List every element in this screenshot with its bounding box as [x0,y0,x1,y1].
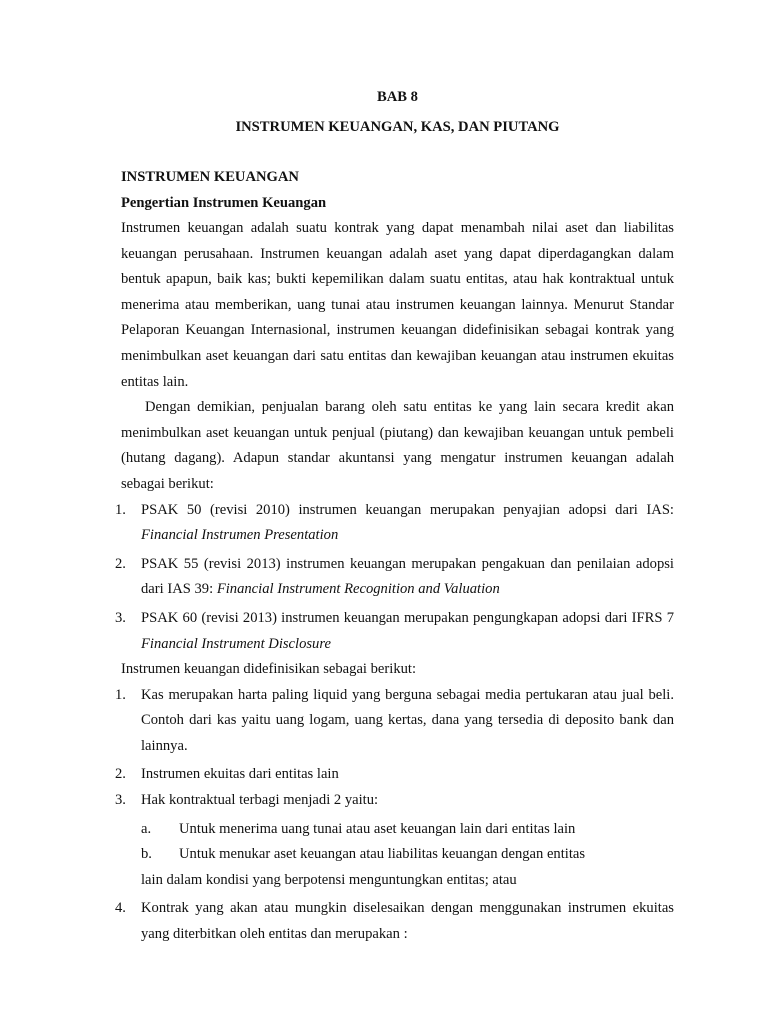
standards-list [115,498,674,658]
paragraph-definition: Instrumen keuangan adalah suatu kontrak yang dapat menambah nilai aset dan liabilitas keuangan perusahaan. Instrumen keuangan adalah aset yang dapat diperdagangkan dalam bentuk apapun, baik kas; bukti kepemilikan dalam suatu entitas, atau hak kontraktual untuk menerima atau memberikan, uang tunai atau instrumen keuangan lainnya. Menurut Standar Pelaporan Keuangan Internasional, instrumen keuangan didefinisikan sebagai kontrak yang menimbulkan aset keuangan dari satu entitas dan kewajiban keuangan atau instrumen ekuitas entitas lain. [121,220,674,390]
rights-sublist [121,817,674,868]
sublist-item: a. Untuk menerima uang tunai atau aset keuangan lain dari entitas lain [141,817,674,843]
list-number: 1. [115,501,126,518]
list-item: 2. Instrumen ekuitas dari entitas lain [121,762,674,788]
definitions-list-continued [115,896,674,947]
sublist-continuation: lain dalam kondisi yang berpotensi menguntungkan entitas; atau [141,871,517,888]
list-number: 4. [115,900,126,917]
chapter-title: INSTRUMEN KEUANGAN, KAS, DAN PIUTANG [235,119,560,135]
chapter-heading: BAB 8 [377,89,418,105]
list-item: 1. PSAK 50 (revisi 2010) instrumen keuangan merupakan penyajian adopsi dari IAS: Financial Instrumen Presentation [121,498,674,549]
list-number: 2. [115,766,126,783]
paragraph-standards-intro: Dengan demikian, penjualan barang oleh satu entitas ke yang lain secara kredit akan menimbulkan aset keuangan untuk penjual (piutang) dan kewajiban keuangan untuk pembeli (hutang dagang). Adapun standar akuntansi yang mengatur instrumen keuangan adalah sebagai berikut: [121,399,674,492]
list-item: 3. Hak kontraktual terbagi menjadi 2 yaitu: [121,788,674,814]
list-item: 2. PSAK 55 (revisi 2013) instrumen keuangan merupakan pengakuan dan penilaian adopsi dari IAS 39: Financial Instrument Recognition and Valuation [121,552,674,603]
definitions-list [115,683,674,814]
list-number: 3. [115,609,126,626]
list-item: 1. Kas merupakan harta paling liquid yang berguna sebagai media pertukaran atau jual beli. Contoh dari kas yaitu uang logam, uang kertas, dana yang tersedia di deposito bank dan lainnya. [121,683,674,760]
list-number: 2. [115,555,126,572]
list-number: 3. [115,792,126,809]
sublist-letter: b. [141,846,152,863]
sublist-letter: a. [141,820,152,837]
paragraph-definitions-intro: Instrumen keuangan didefinisikan sebagai berikut: [121,661,417,678]
list-number: 1. [115,686,126,703]
sublist-item: b. Untuk menukar aset keuangan atau liabilitas keuangan dengan entitas [141,842,674,868]
list-item: 3. PSAK 60 (revisi 2013) instrumen keuangan merupakan pengungkapan adopsi dari IFRS 7 Financial Instrument Disclosure [121,606,674,657]
list-item: 4. Kontrak yang akan atau mungkin diselesaikan dengan menggunakan instrumen ekuitas yang diterbitkan oleh entitas dan merupakan : [121,896,674,947]
section-heading: INSTRUMEN KEUANGAN [121,169,299,185]
subsection-heading: Pengertian Instrumen Keuangan [121,195,327,211]
